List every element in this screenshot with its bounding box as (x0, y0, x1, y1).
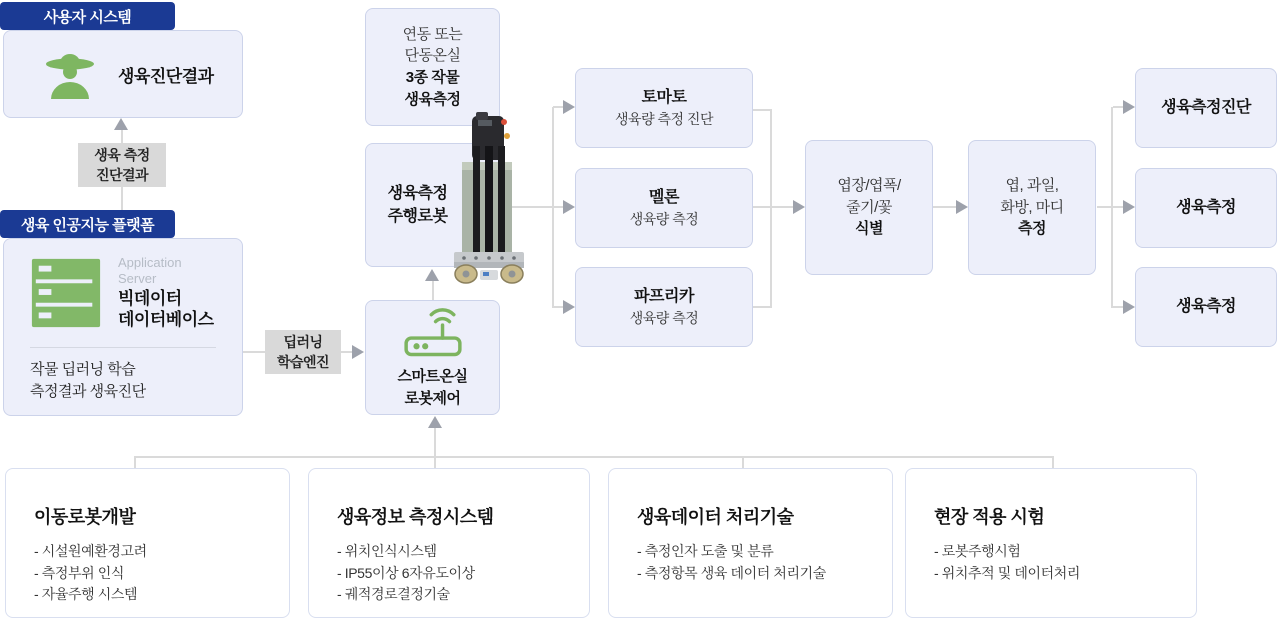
robot-box-line1: 생육측정 (387, 184, 448, 202)
control-box-line1: 스마트온실 (397, 367, 468, 385)
measure-box (968, 140, 1096, 275)
bottom-box-item: - 측정항목 생육 데이터 처리기술 (637, 564, 826, 581)
arrow-right-icon (1123, 100, 1135, 114)
deep-learning-tag-line1: 딥러닝 (283, 333, 323, 350)
identify-line3: 식별 (855, 220, 883, 238)
bottom-box-item: - IP55이상 6자유도이상 (337, 564, 475, 581)
measure-line2: 화방, 마디 (1000, 198, 1064, 216)
result-label: 생육측정 (1176, 199, 1236, 217)
diagnosis-tag-line2: 진단결과 (95, 167, 149, 183)
deep-learning-tag-line2: 학습엔진 (276, 354, 330, 370)
crop-box-tomato (575, 68, 753, 148)
connector (243, 351, 267, 353)
arrow-right-icon (1123, 200, 1135, 214)
connector (1113, 306, 1123, 308)
crop-title: 멜론 (649, 189, 679, 207)
app-server-caption-line1: Application (118, 255, 182, 270)
identify-box (805, 140, 933, 275)
arrow-right-icon (1123, 300, 1135, 314)
bottom-box-title: 이동로봇개발 (34, 507, 136, 527)
connector (1052, 456, 1054, 468)
ai-platform-header-label: 생육 인공지능 플랫폼 (20, 216, 155, 234)
bottom-box-measure-system (308, 468, 590, 618)
control-box-line2: 로봇제어 (404, 389, 461, 407)
connector (134, 456, 136, 468)
platform-desc-line2: 측정결과 생육진단 (30, 382, 146, 400)
bottom-box-item: - 자율주행 시스템 (34, 586, 138, 603)
greenhouse-line4: 생육측정 (404, 90, 461, 108)
connector (1113, 106, 1123, 108)
result-label: 생육측정진단 (1161, 99, 1251, 117)
user-system-box (3, 30, 243, 118)
connector (134, 456, 1054, 458)
connector (753, 206, 793, 208)
robot-box-line2: 주행로봇 (387, 208, 448, 225)
crop-title: 파프리카 (634, 288, 694, 306)
bottom-box-item: - 로봇주행시험 (934, 543, 1021, 559)
connector (742, 456, 744, 468)
bottom-box-item: - 위치추적 및 데이터처리 (934, 564, 1080, 581)
bottom-box-field-test (905, 468, 1197, 618)
arrow-up-icon (114, 118, 128, 130)
server-icon (28, 255, 104, 331)
arrow-up-icon (425, 269, 439, 281)
result-label: 생육측정 (1176, 298, 1236, 316)
crop-subtitle: 생육량 측정 (629, 310, 699, 327)
result-box-3 (1135, 267, 1277, 347)
result-box-2 (1135, 168, 1277, 248)
diagnosis-tag-line1: 생육 측정 (94, 146, 150, 163)
identify-line2: 줄기/꽃 (846, 198, 892, 216)
measuring-robot-photo (452, 112, 527, 289)
ai-platform-header (0, 210, 175, 238)
bottom-box-item: - 시설원예환경고려 (34, 543, 147, 559)
arrow-right-icon (352, 345, 364, 359)
measure-line1: 엽, 과일, (1005, 176, 1059, 194)
bottom-box-title: 생육데이터 처리기술 (637, 507, 794, 527)
result-box-1 (1135, 68, 1277, 148)
connector (434, 427, 436, 468)
app-server-caption-line2: Server (118, 271, 157, 287)
bottom-box-item: - 궤적경로결정기술 (337, 586, 450, 603)
arrow-right-icon (956, 200, 968, 214)
deep-learning-engine-tag (265, 330, 341, 374)
platform-desc-line1: 작물 딥러닝 학습 (30, 361, 136, 378)
user-system-header-label: 사용자 시스템 (43, 8, 132, 26)
bottom-box-item: - 측정인자 도출 및 분류 (637, 543, 774, 559)
crop-box-melon (575, 168, 753, 248)
greenhouse-measure-box (365, 8, 500, 126)
user-result-label: 생육진단결과 (118, 66, 214, 86)
arrow-right-icon (793, 200, 805, 214)
smart-greenhouse-control-box (365, 300, 500, 415)
arrow-right-icon (563, 200, 575, 214)
farmer-icon (44, 49, 96, 99)
arrow-right-icon (563, 300, 575, 314)
bottom-box-title: 현장 적용 시험 (934, 507, 1045, 527)
bigdata-label-line1: 빅데이터 (118, 288, 182, 308)
bottom-box-data-processing (608, 468, 893, 618)
measure-line3: 측정 (1018, 220, 1046, 238)
divider (30, 347, 216, 348)
bigdata-label-line2: 데이터베이스 (118, 309, 214, 329)
arrow-right-icon (563, 100, 575, 114)
crop-box-paprika (575, 267, 753, 347)
greenhouse-line1: 연동 또는 (402, 25, 463, 43)
ai-platform-box (3, 238, 243, 416)
connector (1113, 206, 1123, 208)
bottom-box-item: - 위치인식시스템 (337, 543, 437, 559)
bottom-box-mobile-robot (5, 468, 290, 618)
greenhouse-line2: 단동온실 (404, 47, 461, 65)
connector (770, 109, 772, 308)
user-system-header (0, 2, 175, 30)
greenhouse-line3: 3종 작물 (405, 69, 460, 86)
crop-subtitle: 생육량 측정 (629, 211, 699, 228)
crop-subtitle: 생육량 측정 진단 (615, 111, 713, 128)
connector (933, 206, 956, 208)
router-icon (402, 306, 464, 358)
crop-title: 토마토 (641, 89, 687, 107)
connector (432, 280, 434, 300)
arrow-up-icon (428, 416, 442, 428)
diagnosis-result-tag (78, 143, 166, 187)
bottom-box-item: - 측정부위 인식 (34, 564, 124, 581)
bottom-box-title: 생육정보 측정시스템 (337, 507, 494, 527)
identify-line1: 엽장/엽폭/ (837, 176, 901, 194)
